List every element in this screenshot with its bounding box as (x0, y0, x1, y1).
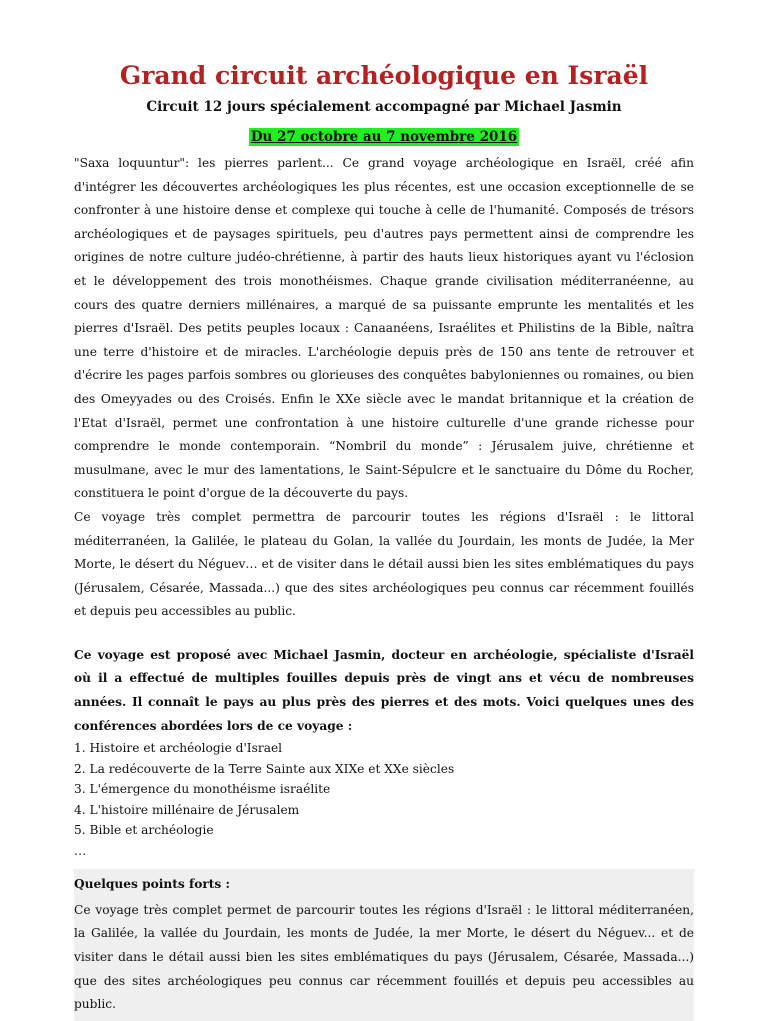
list-item: 2. La redécouverte de la Terre Sainte aux XIXe et XXe siècles (74, 761, 455, 776)
highlights-box (74, 869, 694, 1021)
intro-paragraph: "Saxa loquuntur": les pierres parlent... Ce grand voyage archéologique en Israël, créé afin d'intégrer les découvertes archéologiques les plus récentes, est une occasion exceptionnelle de se confronter à une histoire dense et complexe qui touche à celle de l'humanité. Composés de trésors archéologiques et de paysages spirituels, peu d'autres pays permettent ainsi de comprendre les origines de notre culture judéo-chrétienne, à partir des hauts lieux historiques ayant vu l'éclosion et le développement des trois monothéismes. Chaque grande civilisation méditerranéenne, au cours des quatre derniers millénaires, a marqué de sa puissante emprunte les mentalités et les pierres d'Israël. Des petits peuples locaux : Canaanéens, Israélites et Philistins de la Bible, naîtra une terre d'histoire et de miracles. L'archéologie depuis près de 150 ans tente de retrouver et d'écrire les pages parfois sombres ou glorieuses des conquêtes babyloniennes ou romaines, ou bien des Omeyyades ou des Croisés. Enfin le XXe siècle avec le mandat britannique et la création de l'Etat d'Israël, permet une confrontation à une histoire culturelle d'une grande richesse pour comprendre le monde contemporain. “Nombril du monde” : Jérusalem juive, chrétienne et musulmane, avec le mur des lamentations, le Saint-Sépulcre et le sanctuaire du Dôme du Rocher, constituera le point d'orgue de la découverte du pays. (74, 156, 694, 501)
guide-paragraph: Ce voyage est proposé avec Michael Jasmin, docteur en archéologie, spécialiste d'Israël où il a effectué de multiples fouilles depuis près de vingt ans et vécu de nombreuses années. Il connaît le pays au plus près des pierres et des mots. Voici quelques unes des conférences abordées lors de ce voyage : (74, 647, 694, 733)
list-item: 5. Bible et archéologie (74, 823, 214, 838)
document-title: Grand circuit archéologique en Israël (119, 61, 649, 90)
list-ellipsis: … (74, 843, 87, 858)
dates-line (74, 126, 694, 146)
conference-list (74, 738, 694, 841)
paragraph-spacer (74, 624, 694, 644)
dates-highlight: Du 27 octobre au 7 novembre 2016 (250, 129, 518, 145)
document-subtitle: Circuit 12 jours spécialement accompagné par Michael Jasmin (146, 99, 622, 115)
list-item: 3. L'émergence du monothéisme israélite (74, 782, 331, 797)
list-item: 4. L'histoire millénaire de Jérusalem (74, 802, 300, 817)
highlights-heading: Quelques points forts : (74, 876, 231, 891)
regions-paragraph: Ce voyage très complet permettra de parcourir toutes les régions d'Israël : le littoral méditerranéen, la Galilée, le plateau du Golan, la vallée du Jourdain, les monts de Judée, la Mer Morte, le désert du Néguev… et de visiter dans le détail aussi bien les sites emblématiques du pays (Jérusalem, Césarée, Massada...) que des sites archéologiques peu connus car récemment fouillés et depuis peu accessibles au public. (74, 509, 694, 619)
list-item: 1. Histoire et archéologie d'Israel (74, 741, 283, 756)
highlights-text: Ce voyage très complet permet de parcourir toutes les régions d'Israël : le littoral méditerranéen, la Galilée, la vallée du Jourdain, les monts de Judée, la mer Morte, le désert du Néguev... et de visiter dans le détail aussi bien les sites emblématiques du pays (Jérusalem, Césarée, Massada...) que des sites archéologiques peu connus car récemment fouillés et depuis peu accessibles au public. (74, 902, 694, 1012)
